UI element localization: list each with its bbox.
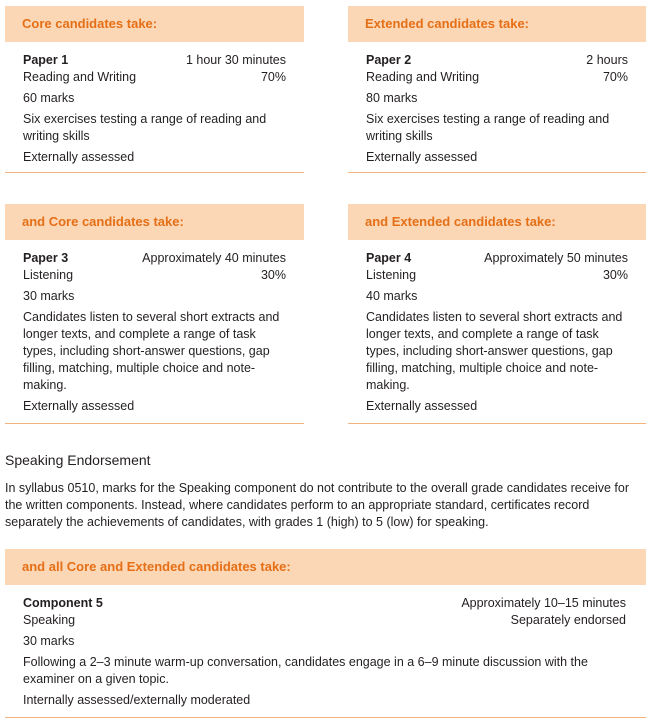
paper-3-description: Candidates listen to several short extracts and longer texts, and complete a range of task types, including short-answer questions, gap filling, matching, multiple choice and note-making. [23,310,280,392]
component-5-subtitle: Speaking [23,613,76,627]
paper-1-box [5,6,304,174]
paper-1-title: Paper 1 [23,53,69,67]
paper-4-header: and Extended candidates take: [348,204,646,240]
component-5-title: Component 5 [23,596,103,610]
component-5-box [5,549,646,719]
paper-2-subtitle: Reading and Writing [366,70,480,84]
component-5-marks: 30 marks [23,634,75,648]
paper-2-box [348,6,646,174]
paper-2-assessment: Externally assessed [366,150,478,164]
paper-4-assessment: Externally assessed [366,399,478,413]
paper-2-title: Paper 2 [366,53,412,67]
paper-3-box [5,204,304,424]
component-5-endorsement: Separately endorsed [510,613,626,627]
paper-4-box [348,204,646,424]
paper-4-subtitle: Listening [366,268,417,282]
paper-3-assessment: Externally assessed [23,399,135,413]
paper-3-weight: 30% [260,268,286,282]
component-5-description: Following a 2–3 minute warm-up conversation, candidates engage in a 6–9 minute discussion with the examiner on a given topic. [23,655,588,686]
paper-1-duration: 1 hour 30 minutes [185,53,286,67]
paper-3-divider [5,423,304,424]
paper-2-marks: 80 marks [366,91,418,105]
paper-3-title: Paper 3 [23,251,69,265]
paper-4-marks: 40 marks [366,289,418,303]
paper-1-assessment: Externally assessed [23,150,135,164]
paper-3-marks: 30 marks [23,289,75,303]
paper-4-divider [348,423,646,424]
paper-2-weight: 70% [602,70,628,84]
paper-1-subtitle: Reading and Writing [23,70,137,84]
paper-4-description: Candidates listen to several short extracts and longer texts, and complete a range of task types, including short-answer questions, gap filling, matching, multiple choice and note-making. [366,310,623,392]
paper-3-subtitle: Listening [23,268,74,282]
paper-1-marks: 60 marks [23,91,75,105]
paper-4-weight: 30% [602,268,628,282]
speaking-endorsement-text: In syllabus 0510, marks for the Speaking component do not contribute to the overall grade candidates receive for the written components. Instead, where candidates perform to an appropriate standard, certificates record separately the achievements of candidates, with grades 1 (high) to 5 (low) for speaking. [5,481,629,529]
paper-2-duration: 2 hours [586,53,628,67]
component-5-duration: Approximately 10–15 minutes [461,596,626,610]
paper-1-header: Core candidates take: [5,6,304,42]
paper-1-weight: 70% [260,70,286,84]
paper-2-description: Six exercises testing a range of reading and writing skills [366,112,610,143]
paper-1-description: Six exercises testing a range of reading and writing skills [23,112,267,143]
component-5-header: and all Core and Extended candidates take: [5,549,646,585]
speaking-endorsement-title: Speaking Endorsement [5,452,151,468]
paper-4-title: Paper 4 [366,251,412,265]
paper-3-header: and Core candidates take: [5,204,304,240]
paper-1-divider [5,172,304,173]
component-5-assessment: Internally assessed/externally moderated [23,693,251,707]
paper-2-divider [348,172,646,173]
component-5-divider [5,717,646,718]
paper-3-duration: Approximately 40 minutes [142,251,286,265]
paper-4-duration: Approximately 50 minutes [484,251,628,265]
paper-2-header: Extended candidates take: [348,6,646,42]
